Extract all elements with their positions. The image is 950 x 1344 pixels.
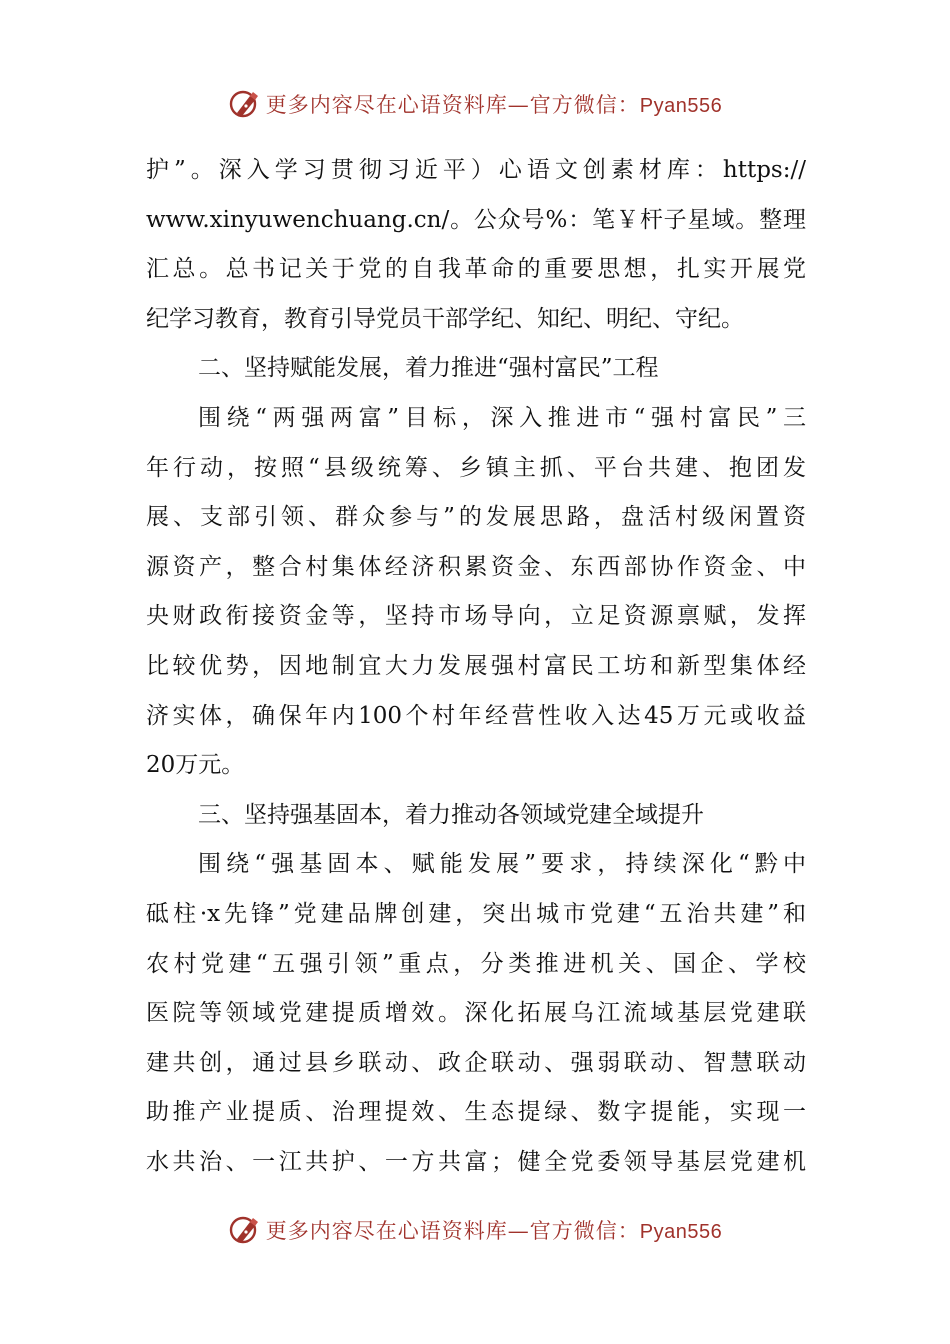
banner-main-text: 更多内容尽在心语资料库	[265, 93, 508, 117]
text-line: 20万元。	[146, 752, 245, 779]
document-body	[146, 146, 806, 1187]
banner-wechat-id: Pyan556	[639, 1221, 723, 1243]
text-line: 助推产业提质、治理提效、生态提绿、数字提能，实现一	[146, 1099, 806, 1126]
text-line: 建共创，通过县乡联动、政企联动、强弱联动、智慧联动	[146, 1049, 806, 1076]
banner-separator: —	[507, 93, 530, 117]
text-line: 水共治、一江共护、一方共富；健全党委领导基层党建机	[146, 1148, 806, 1175]
footer-banner	[0, 1210, 950, 1250]
text-line: 纪学习教育，教育引导党员干部学纪、知纪、明纪、守纪。	[146, 305, 744, 332]
banner-text	[266, 89, 722, 119]
text-line: 展、支部引领、群众参与”的发展思路，盘活村级闲置资	[146, 504, 806, 531]
text-line: 医院等领域党建提质增效。深化拓展乌江流域基层党建联	[146, 1000, 806, 1027]
banner-wechat-label: 官方微信：	[529, 1219, 640, 1243]
banner-separator: —	[507, 1219, 530, 1243]
text-line: 砥柱·x先锋”党建品牌创建，突出城市党建“五治共建”和	[146, 900, 806, 927]
text-line: 比较优势，因地制宜大力发展强村富民工坊和新型集体经	[146, 652, 806, 679]
pen-nib-logo-icon	[228, 87, 262, 121]
text-line: 护”。深入学习贯彻习近平）心语文创素材库：https://	[146, 157, 806, 183]
banner-wechat-label: 官方微信：	[529, 93, 640, 117]
text-line: 年行动，按照“县级统筹、乡镇主抓、平台共建、抱团发	[146, 454, 806, 481]
text-line: 源资产，整合村集体经济积累资金、东西部协作资金、中	[146, 553, 806, 580]
text-line: 农村党建“五强引领”重点，分类推进机关、国企、学校	[146, 950, 806, 977]
text-line: 汇总。总书记关于党的自我革命的重要思想，扎实开展党	[146, 256, 806, 283]
section-heading: 二、坚持赋能发展，着力推进“强村富民”工程	[198, 355, 659, 382]
banner-wechat-id: Pyan556	[639, 95, 723, 117]
text-line: 济实体，确保年内100个村年经营性收入达45万元或收益	[146, 702, 806, 729]
section-heading: 三、坚持强基固本，着力推动各领域党建全域提升	[198, 801, 704, 828]
header-banner	[0, 84, 950, 124]
text-line: www.xinyuwenchuang.cn/。公众号%：笔￥杆子星域。整理	[146, 206, 806, 233]
text-line: 围绕“强基固本、赋能发展”要求，持续深化“黔中	[198, 851, 806, 878]
banner-main-text: 更多内容尽在心语资料库	[265, 1219, 508, 1243]
text-line: 围绕“两强两富”目标，深入推进市“强村富民”三	[198, 404, 806, 431]
banner-text	[266, 1215, 722, 1245]
text-line: 央财政衔接资金等，坚持市场导向，立足资源禀赋，发挥	[146, 603, 806, 630]
pen-nib-logo-icon	[228, 1213, 262, 1247]
